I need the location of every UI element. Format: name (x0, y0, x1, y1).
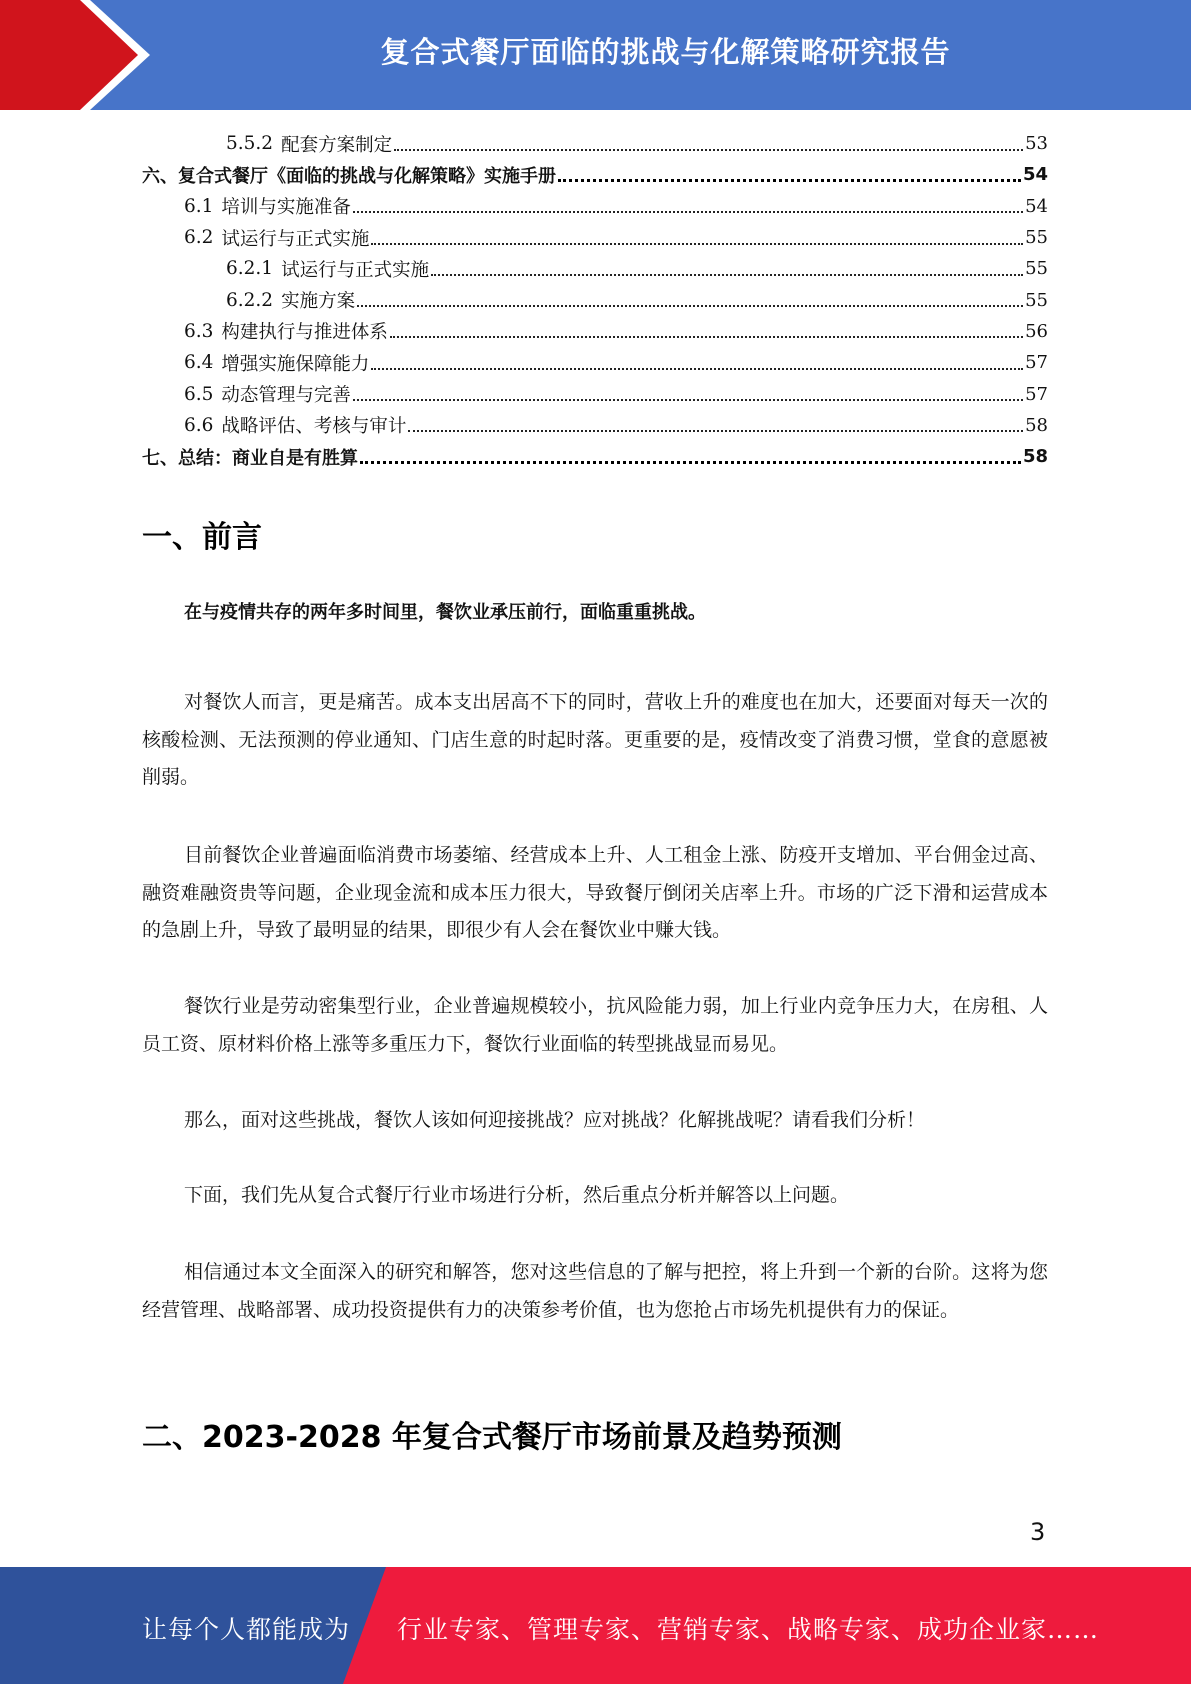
toc-entry-page: 56 (1025, 320, 1048, 342)
toc-entry-page: 58 (1022, 446, 1048, 468)
toc-entry-title: 七、总结：商业自是有胜算 (142, 447, 358, 469)
toc-leader-dots (353, 211, 1023, 213)
toc-entry[interactable] (142, 410, 1048, 441)
paragraph: 餐饮行业是劳动密集型行业，企业普遍规模较小，抗风险能力弱，加上行业内竞争压力大，在房租、人员工资、原材料价格上涨等多重压力下，餐饮行业面临的转型挑战显而易见。 (142, 995, 1048, 1055)
toc-entry[interactable] (142, 378, 1048, 409)
document-title: 复合式餐厅面临的挑战与化解策略研究报告 (380, 34, 951, 69)
toc-entry-title: 六、复合式餐厅《面临的挑战与化解策略》实施手册 (142, 165, 556, 187)
toc-entry-number: 6.2 (184, 227, 214, 249)
toc-entry-number: 6.6 (184, 414, 214, 436)
table-of-contents (142, 128, 1048, 472)
paragraph: 目前餐饮企业普遍面临消费市场萎缩、经营成本上升、人工租金上涨、防疫开支增加、平台佣金过高、融资难融资贵等问题，企业现金流和成本压力很大，导致餐厅倒闭关店率上升。市场的广泛下滑和运营成本的急剧上升，导致了最明显的结果，即很少有人会在餐饮业中赚大钱。 (142, 844, 1048, 941)
toc-entry-page: 55 (1025, 227, 1048, 249)
toc-entry-title: 试运行与正式实施 (221, 228, 370, 250)
toc-entry-title: 战略评估、考核与审计 (221, 416, 407, 438)
toc-entry-title: 实施方案 (281, 291, 356, 313)
toc-entry-page: 53 (1025, 133, 1048, 155)
toc-leader-dots (371, 243, 1023, 245)
toc-leader-dots (357, 305, 1023, 307)
footer-slogan-right: 行业专家、管理专家、营销专家、战略专家、成功企业家…… (397, 1615, 1100, 1644)
section-heading-market-outlook: 二、2023-2028 年复合式餐厅市场前景及趋势预测 (142, 1420, 842, 1455)
toc-entry-page: 57 (1025, 383, 1048, 405)
paragraph-intro-bold: 在与疫情共存的两年多时间里，餐饮业承压前行，面临重重挑战。 (184, 602, 706, 623)
toc-entry-page: 55 (1025, 289, 1048, 311)
toc-entry-title: 配套方案制定 (281, 134, 393, 156)
paragraph: 相信通过本文全面深入的研究和解答，您对这些信息的了解与把控，将上升到一个新的台阶。这将为您经营管理、战略部署、成功投资提供有力的决策参考价值，也为您抢占市场先机提供有力的保证。 (142, 1261, 1048, 1321)
toc-entry[interactable] (142, 191, 1048, 222)
page-number: 3 (1030, 1518, 1046, 1546)
toc-leader-dots (431, 274, 1023, 276)
section-heading-preface: 一、前言 (142, 520, 262, 555)
toc-entry-number: 5.5.2 (226, 133, 274, 155)
toc-entry-page: 55 (1025, 258, 1048, 280)
page-header (0, 0, 1191, 110)
paragraph: 对餐饮人而言，更是痛苦。成本支出居高不下的同时，营收上升的难度也在加大，还要面对每天一次的核酸检测、无法预测的停业通知、门店生意的时起时落。更重要的是，疫情改变了消费习惯，堂食的意愿被削弱。 (142, 691, 1048, 788)
toc-entry-page: 57 (1025, 352, 1048, 374)
toc-entry[interactable] (142, 316, 1048, 347)
toc-entry-page: 58 (1025, 414, 1048, 436)
toc-entry[interactable] (142, 128, 1048, 159)
toc-entry[interactable] (142, 222, 1048, 253)
toc-entry-number: 6.1 (184, 195, 214, 217)
toc-leader-dots (408, 430, 1023, 432)
toc-entry-number: 6.2.1 (226, 258, 274, 280)
toc-entry[interactable] (142, 284, 1048, 315)
toc-entry[interactable] (142, 159, 1048, 190)
toc-entry-title: 构建执行与推进体系 (221, 322, 388, 344)
toc-entry-number: 6.4 (184, 352, 214, 374)
toc-entry-title: 动态管理与完善 (221, 385, 351, 407)
toc-leader-dots (390, 336, 1023, 338)
toc-entry-number: 6.3 (184, 320, 214, 342)
toc-entry[interactable] (142, 441, 1048, 472)
toc-leader-dots (353, 399, 1023, 401)
toc-entry-title: 试运行与正式实施 (281, 259, 430, 281)
toc-entry-page: 54 (1025, 195, 1048, 217)
paragraph: 下面，我们先从复合式餐厅行业市场进行分析，然后重点分析并解答以上问题。 (184, 1184, 850, 1206)
toc-entry-number: 6.2.2 (226, 289, 274, 311)
toc-entry-title: 培训与实施准备 (221, 197, 351, 219)
toc-entry[interactable] (142, 347, 1048, 378)
paragraph: 那么，面对这些挑战，餐饮人该如何迎接挑战？应对挑战？化解挑战呢？请看我们分析！ (184, 1109, 926, 1131)
toc-leader-dots (558, 179, 1021, 182)
toc-entry-title: 增强实施保障能力 (221, 353, 370, 375)
toc-leader-dots (371, 368, 1023, 370)
toc-entry-page: 54 (1022, 164, 1048, 186)
footer-slogan-left: 让每个人都能成为 (142, 1615, 351, 1644)
toc-entry[interactable] (142, 253, 1048, 284)
header-arrow-decoration (0, 0, 150, 110)
toc-leader-dots (360, 461, 1021, 464)
toc-leader-dots (394, 149, 1023, 151)
toc-entry-number: 6.5 (184, 383, 214, 405)
